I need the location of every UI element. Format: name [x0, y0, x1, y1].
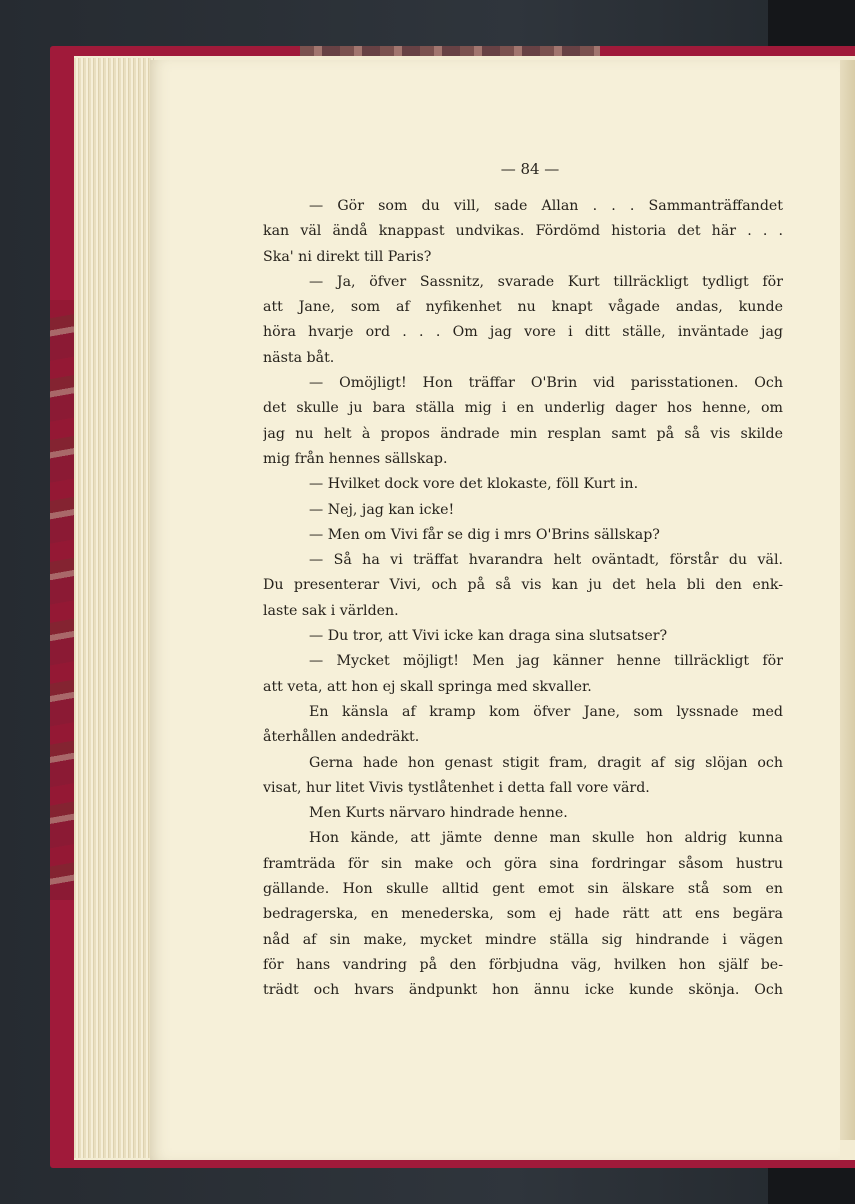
text-line: En känsla af kramp kom öfver Jane, som lyssnade med	[309, 703, 783, 720]
page-right-edge	[838, 60, 855, 1140]
text-line: kan väl ändå knappast undvikas. Fördömd historia det här . . .	[263, 223, 783, 240]
text-line: Hon kände, att jämte denne man skulle hon aldrig kunna	[309, 830, 783, 847]
text-line: framträda för sin make och göra sina fordringar såsom hustru	[263, 855, 783, 872]
text-line: Men Kurts närvaro hindrade henne.	[309, 805, 568, 822]
text-line: — Hvilket dock vore det klokaste, föll Kurt in.	[309, 476, 639, 493]
text-line: Gerna hade hon genast stigit fram, dragit af sig slöjan och	[309, 754, 783, 771]
text-line: — Nej, jag kan icke!	[309, 501, 455, 518]
text-line: Ska' ni direkt till Paris?	[263, 248, 432, 265]
text-line: — Omöjligt! Hon träffar O'Brin vid parisstationen. Och	[309, 375, 783, 392]
text-line: — Men om Vivi får se dig i mrs O'Brins sällskap?	[309, 526, 660, 543]
text-line: visat, hur litet Vivis tystlåtenhet i detta fall vore värd.	[263, 779, 650, 796]
text-line: bedragerska, en menederska, som ej hade rätt att ens begära	[263, 906, 783, 923]
text-line: gällande. Hon skulle alltid gent emot sin älskare stå som en	[263, 881, 783, 898]
text-line: — Du tror, att Vivi icke kan draga sina slutsatser?	[309, 628, 668, 645]
text-line: Du presenterar Vivi, och på så vis kan ju det hela bli den enk-	[263, 577, 783, 594]
text-line: jag nu helt à propos ändrade min resplan samt på så vis skilde	[263, 425, 783, 442]
text-line: nästa båt.	[263, 349, 335, 366]
text-line: — Gör som du vill, sade Allan . . . Sammanträffandet	[309, 198, 783, 214]
text-line: höra hvarje ord . . . Om jag vore i ditt ställe, inväntade jag	[263, 324, 783, 341]
text-line: — Så ha vi träffat hvarandra helt oväntadt, förstår du väl.	[309, 552, 783, 569]
page-number: — 84 —	[500, 160, 560, 178]
text-line: nåd af sin make, mycket mindre ställa sig hindrande i vägen	[263, 931, 783, 948]
page-stack	[74, 58, 154, 1158]
text-line: — Mycket möjligt! Men jag känner henne tillräckligt för	[309, 653, 783, 670]
text-line: att veta, att hon ej skall springa med skvaller.	[263, 678, 592, 695]
text-line: mig från hennes sällskap.	[263, 450, 448, 467]
text-line: det skulle ju bara ställa mig i en underlig dager hos henne, om	[263, 400, 783, 417]
text-line: för hans vandring på den förbjudna väg, hvilken hon själf be-	[263, 956, 783, 973]
text-line: laste sak i världen.	[263, 602, 399, 619]
text-line: att Jane, som af nyfikenhet nu knapt vågade andas, kunde	[263, 299, 783, 316]
text-line: trädt och hvars ändpunkt hon ännu icke kunde skönja. Och	[263, 982, 783, 999]
page-text	[263, 194, 783, 1004]
text-line: återhållen andedräkt.	[263, 729, 420, 746]
text-line: — Ja, öfver Sassnitz, svarade Kurt tillräckligt tydligt för	[309, 273, 783, 290]
